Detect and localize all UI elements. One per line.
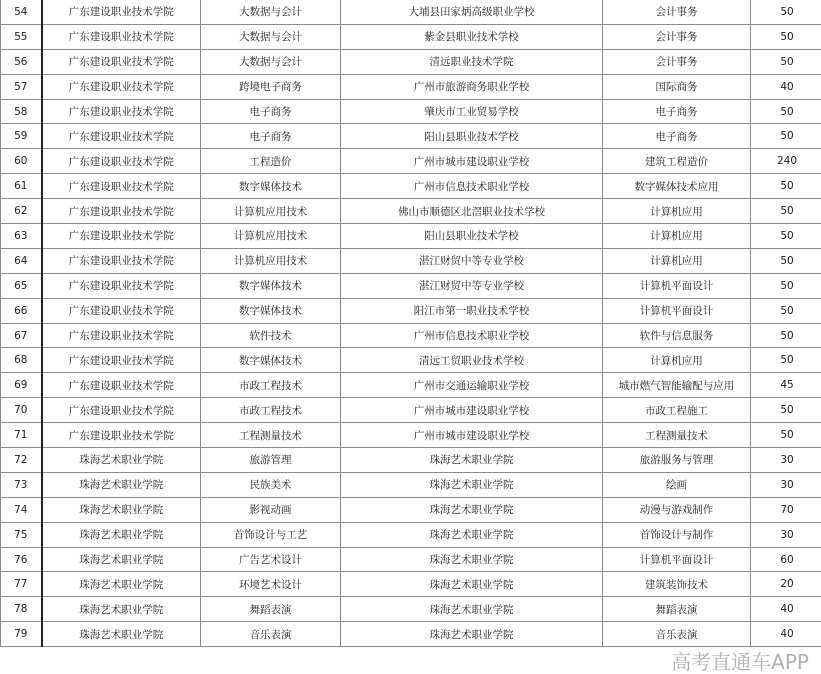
college-name: 珠海艺术职业学院 (42, 572, 201, 597)
college-name: 珠海艺术职业学院 (42, 522, 201, 547)
major-name: 数字媒体技术 (201, 273, 341, 298)
college-name: 广东建设职业技术学院 (42, 24, 201, 49)
table-row (1, 0, 821, 24)
row-number: 60 (1, 149, 42, 174)
partner-school: 湛江财贸中等专业学校 (341, 248, 603, 273)
enrollment-count: 30 (751, 472, 821, 497)
watermark: 高考直通车APP (671, 650, 809, 674)
partner-school: 珠海艺术职业学院 (341, 597, 603, 622)
major-name: 大数据与会计 (201, 24, 341, 49)
row-number: 72 (1, 448, 42, 473)
row-number: 76 (1, 547, 42, 572)
college-name: 珠海艺术职业学院 (42, 448, 201, 473)
partner-major: 工程测量技术 (603, 423, 751, 448)
enrollment-count: 50 (751, 0, 821, 24)
college-name: 广东建设职业技术学院 (42, 199, 201, 224)
college-name: 珠海艺术职业学院 (42, 472, 201, 497)
partner-school: 阳山县职业技术学校 (341, 124, 603, 149)
partner-school: 广州市信息技术职业学校 (341, 323, 603, 348)
row-number: 71 (1, 423, 42, 448)
table-row (1, 49, 821, 74)
partner-major: 音乐表演 (603, 622, 751, 647)
enrollment-count: 240 (751, 149, 821, 174)
major-name: 大数据与会计 (201, 0, 341, 24)
partner-school: 广州市城市建设职业学校 (341, 149, 603, 174)
table-row (1, 423, 821, 448)
partner-major: 计算机应用 (603, 224, 751, 249)
partner-major: 计算机平面设计 (603, 273, 751, 298)
college-name: 广东建设职业技术学院 (42, 174, 201, 199)
partner-school: 珠海艺术职业学院 (341, 622, 603, 647)
partner-school: 珠海艺术职业学院 (341, 522, 603, 547)
table-row (1, 74, 821, 99)
table-row (1, 522, 821, 547)
partner-major: 动漫与游戏制作 (603, 497, 751, 522)
row-number: 70 (1, 398, 42, 423)
major-name: 首饰设计与工艺 (201, 522, 341, 547)
college-name: 广东建设职业技术学院 (42, 348, 201, 373)
enrollment-count: 50 (751, 224, 821, 249)
major-name: 计算机应用技术 (201, 224, 341, 249)
major-name: 广告艺术设计 (201, 547, 341, 572)
partner-major: 首饰设计与制作 (603, 522, 751, 547)
major-name: 数字媒体技术 (201, 174, 341, 199)
table-row (1, 348, 821, 373)
partner-school: 广州市城市建设职业学校 (341, 423, 603, 448)
partner-school: 广州市信息技术职业学校 (341, 174, 603, 199)
row-number: 66 (1, 298, 42, 323)
enrollment-count: 50 (751, 99, 821, 124)
table-row (1, 24, 821, 49)
major-name: 工程测量技术 (201, 423, 341, 448)
major-name: 数字媒体技术 (201, 298, 341, 323)
table-row (1, 174, 821, 199)
enrollment-count: 45 (751, 373, 821, 398)
partner-major: 旅游服务与管理 (603, 448, 751, 473)
partner-major: 计算机应用 (603, 248, 751, 273)
enrollment-count: 50 (751, 398, 821, 423)
college-name: 广东建设职业技术学院 (42, 398, 201, 423)
partner-school: 广州市交通运输职业学校 (341, 373, 603, 398)
major-name: 大数据与会计 (201, 49, 341, 74)
row-number: 57 (1, 74, 42, 99)
college-name: 广东建设职业技术学院 (42, 224, 201, 249)
partner-major: 计算机平面设计 (603, 298, 751, 323)
table-row (1, 622, 821, 647)
enrollment-count: 50 (751, 174, 821, 199)
row-number: 58 (1, 99, 42, 124)
partner-major: 电子商务 (603, 99, 751, 124)
college-name: 广东建设职业技术学院 (42, 0, 201, 24)
partner-school: 珠海艺术职业学院 (341, 572, 603, 597)
row-number: 77 (1, 572, 42, 597)
college-name: 广东建设职业技术学院 (42, 323, 201, 348)
major-name: 市政工程技术 (201, 373, 341, 398)
college-name: 广东建设职业技术学院 (42, 298, 201, 323)
partner-school: 阳山县职业技术学校 (341, 224, 603, 249)
enrollment-count: 30 (751, 522, 821, 547)
row-number: 59 (1, 124, 42, 149)
row-number: 79 (1, 622, 42, 647)
partner-major: 会计事务 (603, 0, 751, 24)
college-name: 珠海艺术职业学院 (42, 622, 201, 647)
enrollment-count: 50 (751, 323, 821, 348)
row-number: 56 (1, 49, 42, 74)
table-row (1, 547, 821, 572)
partner-school: 佛山市顺德区北滘职业技术学校 (341, 199, 603, 224)
enrollment-count: 50 (751, 49, 821, 74)
row-number: 62 (1, 199, 42, 224)
partner-major: 软件与信息服务 (603, 323, 751, 348)
partner-school: 紫金县职业技术学校 (341, 24, 603, 49)
row-number: 78 (1, 597, 42, 622)
row-number: 65 (1, 273, 42, 298)
table-row (1, 472, 821, 497)
table-row (1, 149, 821, 174)
row-number: 73 (1, 472, 42, 497)
college-name: 珠海艺术职业学院 (42, 547, 201, 572)
enrollment-count: 40 (751, 597, 821, 622)
enrollment-count: 50 (751, 348, 821, 373)
major-name: 数字媒体技术 (201, 348, 341, 373)
partner-school: 清远职业技术学院 (341, 49, 603, 74)
partner-school: 清远工贸职业技术学校 (341, 348, 603, 373)
college-name: 广东建设职业技术学院 (42, 273, 201, 298)
major-name: 音乐表演 (201, 622, 341, 647)
enrollment-count: 40 (751, 622, 821, 647)
college-name: 广东建设职业技术学院 (42, 74, 201, 99)
table-row (1, 597, 821, 622)
partner-school: 大埔县田家炳高级职业学校 (341, 0, 603, 24)
major-name: 计算机应用技术 (201, 248, 341, 273)
row-number: 67 (1, 323, 42, 348)
college-name: 广东建设职业技术学院 (42, 99, 201, 124)
college-name: 广东建设职业技术学院 (42, 124, 201, 149)
enrollment-count: 50 (751, 298, 821, 323)
row-number: 64 (1, 248, 42, 273)
partner-school: 广州市城市建设职业学校 (341, 398, 603, 423)
table-row (1, 199, 821, 224)
major-name: 计算机应用技术 (201, 199, 341, 224)
partner-major: 数字媒体技术应用 (603, 174, 751, 199)
partner-major: 计算机应用 (603, 199, 751, 224)
major-name: 环境艺术设计 (201, 572, 341, 597)
partner-major: 会计事务 (603, 24, 751, 49)
major-name: 旅游管理 (201, 448, 341, 473)
table-row (1, 373, 821, 398)
table-row (1, 572, 821, 597)
enrollment-count: 60 (751, 547, 821, 572)
row-number: 75 (1, 522, 42, 547)
table-row (1, 448, 821, 473)
row-number: 63 (1, 224, 42, 249)
college-name: 广东建设职业技术学院 (42, 248, 201, 273)
major-name: 软件技术 (201, 323, 341, 348)
college-name: 广东建设职业技术学院 (42, 149, 201, 174)
enrollment-count: 50 (751, 423, 821, 448)
enrollment-count: 30 (751, 448, 821, 473)
table-row (1, 99, 821, 124)
row-number: 68 (1, 348, 42, 373)
partner-school: 珠海艺术职业学院 (341, 472, 603, 497)
row-number: 55 (1, 24, 42, 49)
major-name: 市政工程技术 (201, 398, 341, 423)
partner-school: 珠海艺术职业学院 (341, 497, 603, 522)
enrollment-count: 20 (751, 572, 821, 597)
partner-school: 广州市旅游商务职业学校 (341, 74, 603, 99)
major-name: 电子商务 (201, 124, 341, 149)
table-row (1, 224, 821, 249)
partner-major: 市政工程施工 (603, 398, 751, 423)
row-number: 69 (1, 373, 42, 398)
row-number: 74 (1, 497, 42, 522)
table-row (1, 497, 821, 522)
partner-major: 城市燃气智能输配与应用 (603, 373, 751, 398)
enrollment-count: 50 (751, 273, 821, 298)
table-body (1, 0, 821, 647)
partner-school: 阳江市第一职业技术学校 (341, 298, 603, 323)
partner-school: 肇庆市工业贸易学校 (341, 99, 603, 124)
table-row (1, 323, 821, 348)
table-row (1, 298, 821, 323)
partner-major: 电子商务 (603, 124, 751, 149)
major-name: 舞蹈表演 (201, 597, 341, 622)
partner-major: 计算机应用 (603, 348, 751, 373)
college-name: 珠海艺术职业学院 (42, 497, 201, 522)
table-row (1, 273, 821, 298)
major-name: 工程造价 (201, 149, 341, 174)
partner-major: 国际商务 (603, 74, 751, 99)
table-row (1, 248, 821, 273)
enrollment-count: 70 (751, 497, 821, 522)
enrollment-count: 50 (751, 199, 821, 224)
partner-school: 珠海艺术职业学院 (341, 448, 603, 473)
enrollment-count: 50 (751, 24, 821, 49)
table-row (1, 124, 821, 149)
major-name: 影视动画 (201, 497, 341, 522)
partner-school: 珠海艺术职业学院 (341, 547, 603, 572)
partner-major: 建筑工程造价 (603, 149, 751, 174)
partner-school: 湛江财贸中等专业学校 (341, 273, 603, 298)
major-name: 跨境电子商务 (201, 74, 341, 99)
college-name: 广东建设职业技术学院 (42, 373, 201, 398)
enrollment-count: 40 (751, 74, 821, 99)
partner-major: 会计事务 (603, 49, 751, 74)
college-name: 广东建设职业技术学院 (42, 423, 201, 448)
enrollment-count: 50 (751, 124, 821, 149)
partner-major: 计算机平面设计 (603, 547, 751, 572)
partner-major: 舞蹈表演 (603, 597, 751, 622)
partner-major: 建筑装饰技术 (603, 572, 751, 597)
table-row (1, 398, 821, 423)
college-name: 广东建设职业技术学院 (42, 49, 201, 74)
college-name: 珠海艺术职业学院 (42, 597, 201, 622)
row-number: 54 (1, 0, 42, 24)
enrollment-count: 50 (751, 248, 821, 273)
major-name: 民族美术 (201, 472, 341, 497)
major-name: 电子商务 (201, 99, 341, 124)
row-number: 61 (1, 174, 42, 199)
partner-major: 绘画 (603, 472, 751, 497)
